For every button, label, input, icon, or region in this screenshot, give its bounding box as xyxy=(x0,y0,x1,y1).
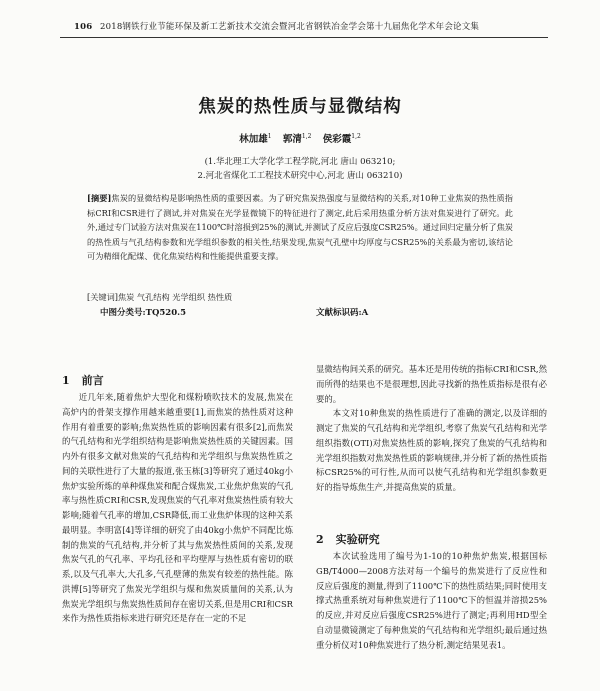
abstract-label: [摘要] xyxy=(87,193,112,203)
document-code: 文献标识码:A xyxy=(316,308,369,318)
running-title: 2018钢铁行业节能环保及新工艺新技术交流会暨河北省钢铁冶金学会第十九届焦化学术年会论文集 xyxy=(100,22,480,32)
header-rule xyxy=(60,37,548,38)
paragraph: 本次试验选用了编号为1-10的10种焦炉焦炭,根据国标GB/T4000—2008方法对每一个编号的焦炭进行了反应性和反应后强度的测量,得到了1100℃下的热性质结果;同时使用支撑式热重系统对每种焦炭进行了1100℃下的恒温并溶损25%的反应,并对反应后强度CSR25%进行了测定;再利用HD型全自动显微镜测定了每种焦炭的气孔结构和光学组织;最后通过热重分析仪对10种焦炭进行了热分析,测定结果见表1。 xyxy=(316,551,547,650)
right-column-bottom xyxy=(316,549,547,652)
right-column-top xyxy=(316,362,547,495)
keywords xyxy=(87,292,232,303)
section-heading-intro: 1 前言 xyxy=(62,374,104,387)
paper-title: 焦炭的热性质与显微结构 xyxy=(198,97,402,117)
abstract xyxy=(87,191,513,264)
paragraph: 近几年来,随着焦炉大型化和煤粉喷吹技术的发展,焦炭在高炉内的骨架支撑作用越来越重要[1],而焦炭的热性质对这种作用有着重要的影响;焦炭热性质的影响因素有很多[2],而焦炭的气孔结构和光学组织结构是影响焦炭热性质的关键因素。国内外有很多文献对焦炭的气孔结构和光学组织与焦炭热性质之间的关联性进行了大量的报道,张玉栋[3]等研究了通过40kg小焦炉实验所炼的单种煤焦炭和配合煤焦炭,工业焦炉焦炭的气孔率与热性质CRI和CSR,发现焦炭的气孔率对焦炭热性质有较大影响;随着气孔率的增加,CSR降低,而工业焦炉体现的这种关系最明显。李明富[4]等详细的研究了由40kg小焦炉不同配比炼制的焦炭的气孔结构,并分析了其与焦炭热性质间的关系,发现焦炭气孔的气孔率、平均孔径和平均壁厚与热性质有密切的联系,以及气孔率大,大孔多,气孔壁薄的焦炭有较差的热性能。陈洪博[5]等研究了焦炭光学组织与煤和焦炭质量间的关系,认为焦炭光学组织与焦炭热性质间存在密切关系,但是用CRI和CSR来作为热性质指标来进行研究还是存在一定的不足 xyxy=(62,392,293,624)
author: 林加雄$^1$ xyxy=(239,132,272,145)
keywords-text: 焦炭 气孔结构 光学组织 热性质 xyxy=(117,292,233,302)
page-number: 106 xyxy=(74,22,93,32)
paragraph: 显微结构间关系的研究。基本还是用传统的指标CRI和CSR,然而所得的结果也不是很理想,因此寻找新的热性质指标是很有必要的。 xyxy=(316,364,547,404)
keywords-label: [关键词] xyxy=(87,292,118,302)
running-header xyxy=(74,20,544,32)
author: 郭清$^{1,2}$ xyxy=(282,132,312,145)
abstract-text: 焦炭的显微结构是影响热性质的重要因素。为了研究焦炭热强度与显微结构的关系,对10种工业焦炭的热性质指标CRI和CSR进行了测试,并对焦炭在光学显微镜下的特征进行了测定,此后采用热重分析方法对焦炭进行了研究。此外,通过专门试验方法对焦炭在1100℃时溶损到25%的测试,并测试了反应后强度CSR25%。通过回归定量分析了焦炭的热性质与气孔结构参数和光学组织参数的相关性,结果发现,焦炭气孔壁中均厚度与CSR25%的关系最为密切,该结论可为精细化配煤、优化焦炭结构和性能提供重要支撑。 xyxy=(87,193,513,262)
classification-number: 中图分类号:TQ520.5 xyxy=(100,308,186,318)
author: 侯彩霞$^{1,2}$ xyxy=(322,132,361,145)
author-list xyxy=(0,131,600,145)
paragraph: 本文对10种焦炭的热性质进行了准确的测定,以及详细的测定了焦炭的气孔结构和光学组织,考察了焦炭气孔结构和光学组织指数(OTI)对焦炭热性质的影响,探究了焦炭的气孔结构和光学组织指数对焦炭热性质的影响规律,并分析了新的热性质指标CSR25%的可行性,从而可以使气孔结构和光学组织参数更好的指导炼焦生产,并提高焦炭的质量。 xyxy=(316,408,547,492)
affiliation-2: 2.河北省煤化工工程技术研究中心,河北 唐山 063210) xyxy=(197,171,403,181)
left-column xyxy=(62,390,293,626)
affiliation-1: (1.华北理工大学化学工程学院,河北 唐山 063210; xyxy=(204,157,396,167)
section-heading-experiment: 2 实验研究 xyxy=(316,533,380,546)
